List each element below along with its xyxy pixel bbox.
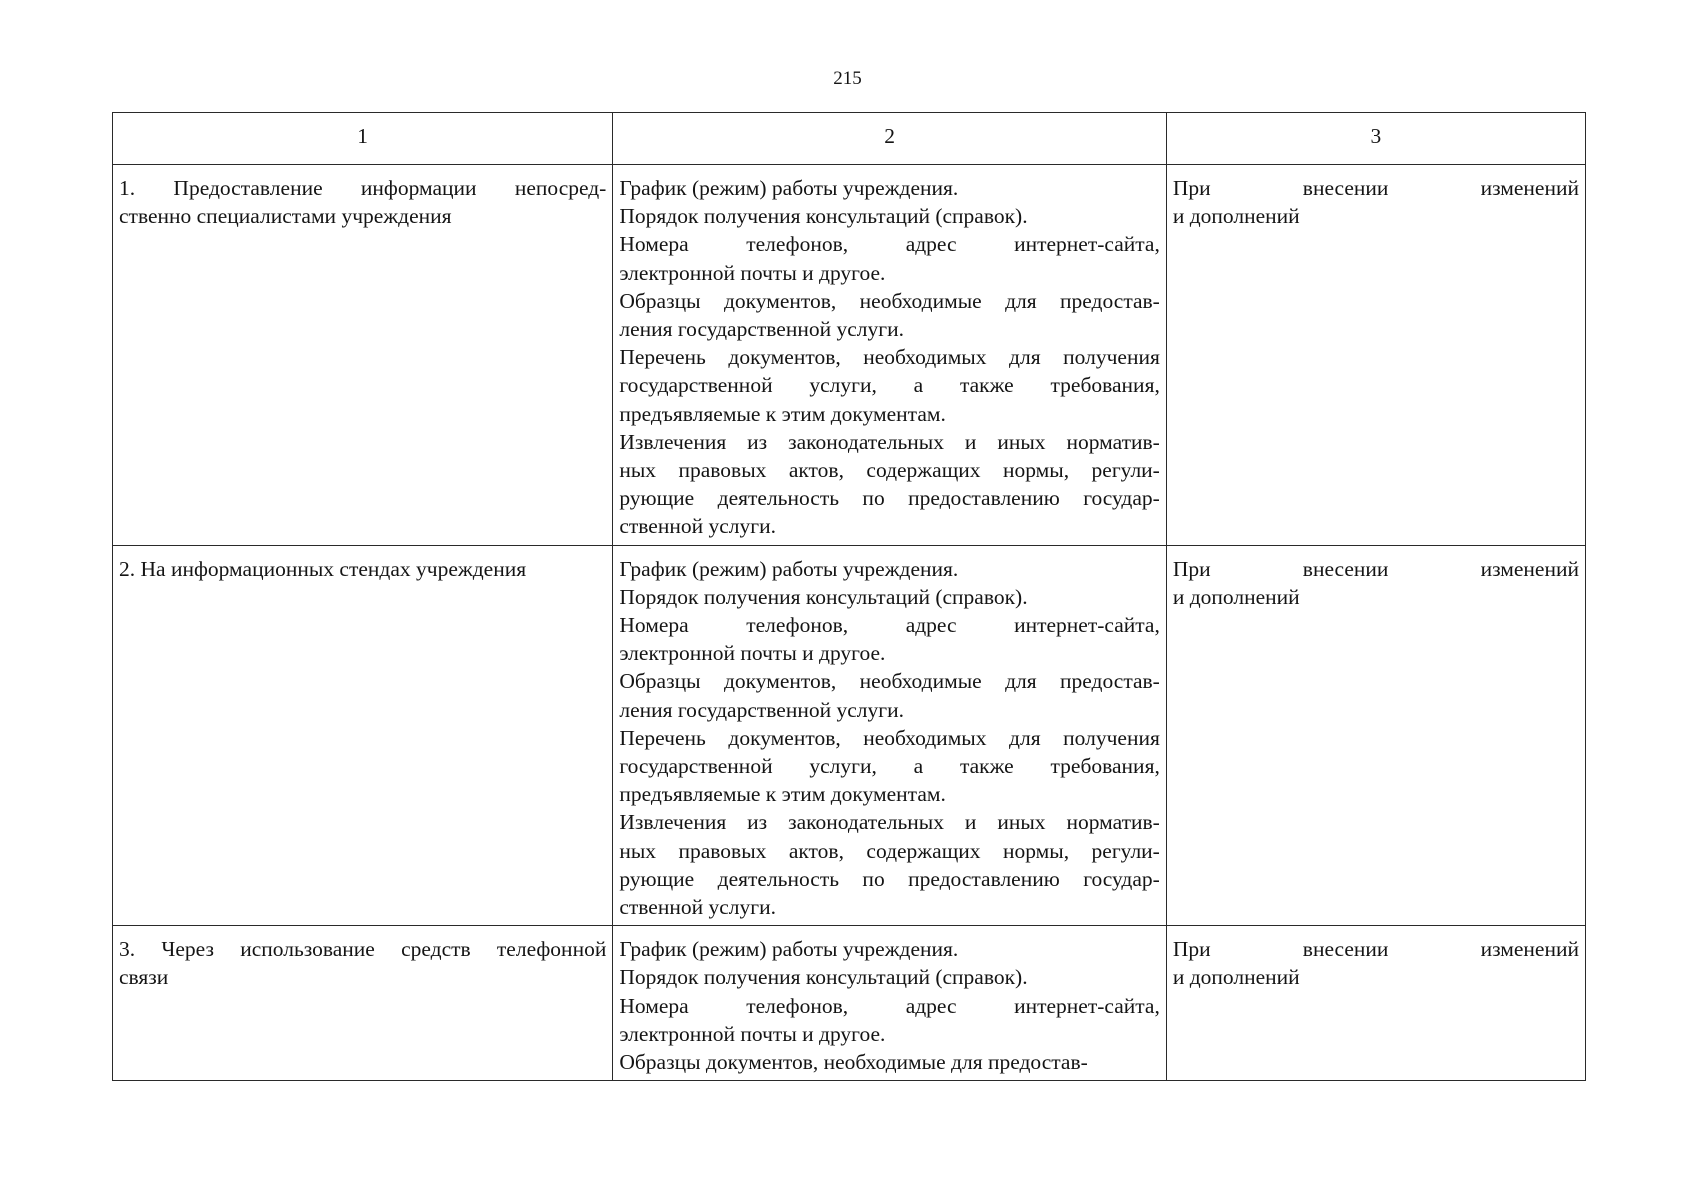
update-terms-cell [1166, 926, 1585, 1081]
content-line: рующие деятельность по предоставлению государ- [619, 866, 1160, 891]
content-paragraph [619, 963, 1160, 991]
page-number: 215 [833, 68, 862, 89]
table-body [113, 113, 1586, 1081]
content-cell [613, 165, 1167, 546]
content-line: Перечень документов, необходимых для получения [619, 725, 1160, 750]
content-line: государственной услуги, а также требования, [619, 373, 1160, 398]
update-terms-cell [1166, 545, 1585, 926]
content-paragraph [619, 202, 1160, 230]
content-line: Извлечения из законодательных и иных норматив- [619, 810, 1160, 835]
content-paragraph [619, 611, 1160, 667]
content-line: ления государственной услуги. [619, 697, 904, 722]
content-line: предъявляемые к этим документам. [619, 782, 946, 807]
content-cell [613, 926, 1167, 1081]
content-line: ственной услуги. [619, 895, 776, 920]
content-line: Образцы документов, необходимые для предостав- [619, 1050, 1088, 1075]
services-info-table [112, 112, 1586, 1081]
method-line: 3. Через использование средств телефонной [119, 937, 607, 962]
method-line: связи [119, 965, 169, 990]
content-paragraph [619, 667, 1160, 723]
content-line: Извлечения из законодательных и иных норматив- [619, 429, 1160, 454]
method-cell [113, 165, 613, 546]
content-line: электронной почты и другое. [619, 641, 886, 666]
method-cell [113, 545, 613, 926]
table-header-row [113, 113, 1586, 165]
content-paragraph [619, 583, 1160, 611]
content-paragraph [619, 428, 1160, 541]
header-cell-1: 1 [113, 113, 613, 165]
update-terms-line: и дополнений [1172, 965, 1300, 990]
content-paragraph [619, 935, 1160, 963]
content-line: ления государственной услуги. [619, 317, 904, 342]
update-terms-line: и дополнений [1172, 204, 1300, 229]
table-row [113, 165, 1586, 546]
content-line: Перечень документов, необходимых для получения [619, 345, 1160, 370]
content-paragraph [619, 992, 1160, 1048]
content-cell [613, 545, 1167, 926]
content-line: Образцы документов, необходимые для предостав- [619, 669, 1160, 694]
content-paragraph [619, 343, 1160, 428]
content-line: Порядок получения консультаций (справок). [619, 204, 1028, 229]
method-line: 2. На информационных стендах учреждения [119, 556, 527, 581]
content-line: График (режим) работы учреждения. [619, 176, 959, 200]
content-line: Порядок получения консультаций (справок). [619, 584, 1028, 609]
content-line: ных правовых актов, содержащих нормы, регули- [619, 838, 1160, 863]
header-cell-3: 3 [1166, 113, 1585, 165]
table-row [113, 926, 1586, 1081]
content-line: Номера телефонов, адрес интернет-сайта, [619, 613, 1160, 638]
content-paragraph [619, 724, 1160, 809]
content-line: График (режим) работы учреждения. [619, 556, 959, 581]
update-terms-line: При внесении изменений [1172, 937, 1579, 962]
content-line: Номера телефонов, адрес интернет-сайта, [619, 993, 1160, 1018]
content-line: График (режим) работы учреждения. [619, 937, 959, 962]
content-line: электронной почты и другое. [619, 1021, 886, 1046]
content-line: государственной услуги, а также требования, [619, 754, 1160, 779]
method-line: ственно специалистами учреждения [119, 204, 452, 229]
content-paragraph [619, 230, 1160, 286]
content-paragraph [619, 174, 1160, 202]
content-line: предъявляемые к этим документам. [619, 401, 946, 426]
update-terms-line: и дополнений [1172, 584, 1300, 609]
content-line: Номера телефонов, адрес интернет-сайта, [619, 232, 1160, 257]
content-line: электронной почты и другое. [619, 260, 886, 285]
content-paragraph [619, 808, 1160, 921]
content-paragraph [619, 1048, 1160, 1076]
table-row [113, 545, 1586, 926]
content-paragraph [619, 287, 1160, 343]
content-line: рующие деятельность по предоставлению государ- [619, 486, 1160, 511]
content-line: ственной услуги. [619, 514, 776, 539]
content-line: Образцы документов, необходимые для предостав- [619, 288, 1160, 313]
header-cell-2: 2 [613, 113, 1167, 165]
method-line: 1. Предоставление информации непосред- [119, 176, 607, 200]
content-line: ных правовых актов, содержащих нормы, регули- [619, 458, 1160, 483]
update-terms-cell [1166, 165, 1585, 546]
method-cell [113, 926, 613, 1081]
content-paragraph [619, 555, 1160, 583]
update-terms-line: При внесении изменений [1172, 556, 1579, 581]
update-terms-line: При внесении изменений [1172, 176, 1579, 200]
content-line: Порядок получения консультаций (справок). [619, 965, 1028, 990]
